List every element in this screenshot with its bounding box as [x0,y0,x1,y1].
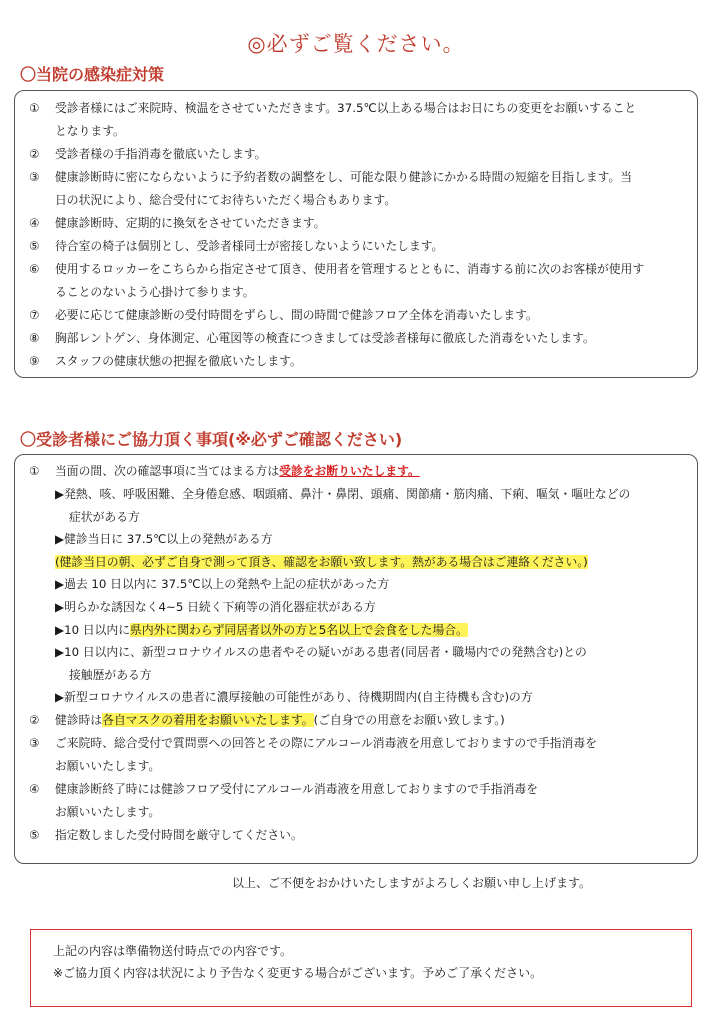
section1-box [14,90,698,378]
symptom-item: ▶10 日以内に、新型コロナウイルスの患者やその疑いがある患者(同居者・職場内での発熱含む)との [55,645,587,660]
list-item: ⑤ 指定数しました受付時間を厳守してください。 [29,827,303,842]
section2-heading: 〇受診者様にご協力頂く事項(※必ずご確認ください) [20,430,403,449]
page-title: ◎必ずご覧ください。 [247,32,465,56]
list-item: ④ 健康診断時、定期的に換気をさせていただきます。 [29,216,326,230]
list-item: ③ 健康診断時に密にならないように予約者数の調整をし、可能な限り健診にかかる時間の短縮を目指します。当 日の状況により、総合受付にてお待ちいただく場合もあります。 [29,170,633,207]
section1-heading: 〇当院の感染症対策 [20,65,165,84]
list-item: ① 当面の間、次の確認事項に当てはまる方は受診をお断りいたします。 [29,464,420,478]
symptom-item: ▶健診当日に 37.5℃以上の発熱がある方 [55,532,273,547]
list-item: ③ ご来院時、総合受付で質問票への回答とその際にアルコール消毒液を用意しておりますので手指消毒を お願いいたします。 [29,735,597,773]
symptom-item: ▶新型コロナウイルスの患者に濃厚接触の可能性があり、待機期間内(自主待機も含む)の方 [55,690,533,705]
list-item: ① 受診者様にはご来院時、検温をさせていただきます。37.5℃以上ある場合はお日にちの変更をお願いすること となります。 [29,101,637,138]
list-item: ④ 健康診断終了時には健診フロア受付にアルコール消毒液を用意しておりますので手指消毒を お願いいたします。 [29,781,538,819]
notice-line: ※ご協力頂く内容は状況により予告なく変更する場合がございます。予めご了承ください。 [53,966,543,980]
list-item: ⑧ 胸部レントゲン、身体測定、心電図等の検査につきましては受診者様毎に徹底した消毒をいたします。 [29,331,595,345]
list-item: ⑦ 必要に応じて健康診断の受付時間をずらし、間の時間で健診フロア全体を消毒いたします。 [29,308,538,322]
symptom-item: ▶10 日以内に県内外に関わらず同居者以外の方と5名以上で会食をした場合。 [55,622,468,637]
closing-text: 以上、ご不便をおかけいたしますがよろしくお願い申し上げます。 [232,876,592,890]
list-item: ⑤ 待合室の椅子は個別とし、受診者様同士が密接しないようにいたします。 [29,239,444,253]
fever-note: (健診当日の朝、必ずご自身で測って頂き、確認をお願い致します。熱がある場合はご連絡ください。) [55,554,588,569]
symptom-item: ▶明らかな誘因なく4~5 日続く下痢等の消化器症状がある方 [55,599,376,614]
refusal-notice: 受診をお断りいたします。 [279,464,420,478]
list-item: ② 受診者様の手指消毒を徹底いたします。 [29,147,267,161]
section2-box [14,454,698,864]
symptom-item-cont: 症状がある方 [69,509,140,524]
symptom-item: ▶発熱、咳、呼吸困難、全身倦怠感、咽頭痛、鼻汁・鼻閉、頭痛、関節痛・筋肉痛、下痢、嘔気・嘔吐などの [55,487,631,501]
symptom-item-cont: 接触歴がある方 [69,667,152,682]
symptom-item: ▶過去 10 日以内に 37.5℃以上の発熱や上記の症状があった方 [55,577,390,592]
notice-line: 上記の内容は準備物送付時点での内容です。 [53,944,293,958]
notice-box [30,929,692,1007]
list-item: ② 健診時は各自マスクの着用をお願いいたします。(ご自身での用意をお願い致します。) [29,712,505,727]
list-item: ⑥ 使用するロッカーをこちらから指定させて頂き、使用者を管理するとともに、消毒する前に次のお客様が使用す ることのないよう心掛けて参ります。 [29,262,645,299]
list-item: ⑨ スタッフの健康状態の把握を徹底いたします。 [29,354,302,368]
